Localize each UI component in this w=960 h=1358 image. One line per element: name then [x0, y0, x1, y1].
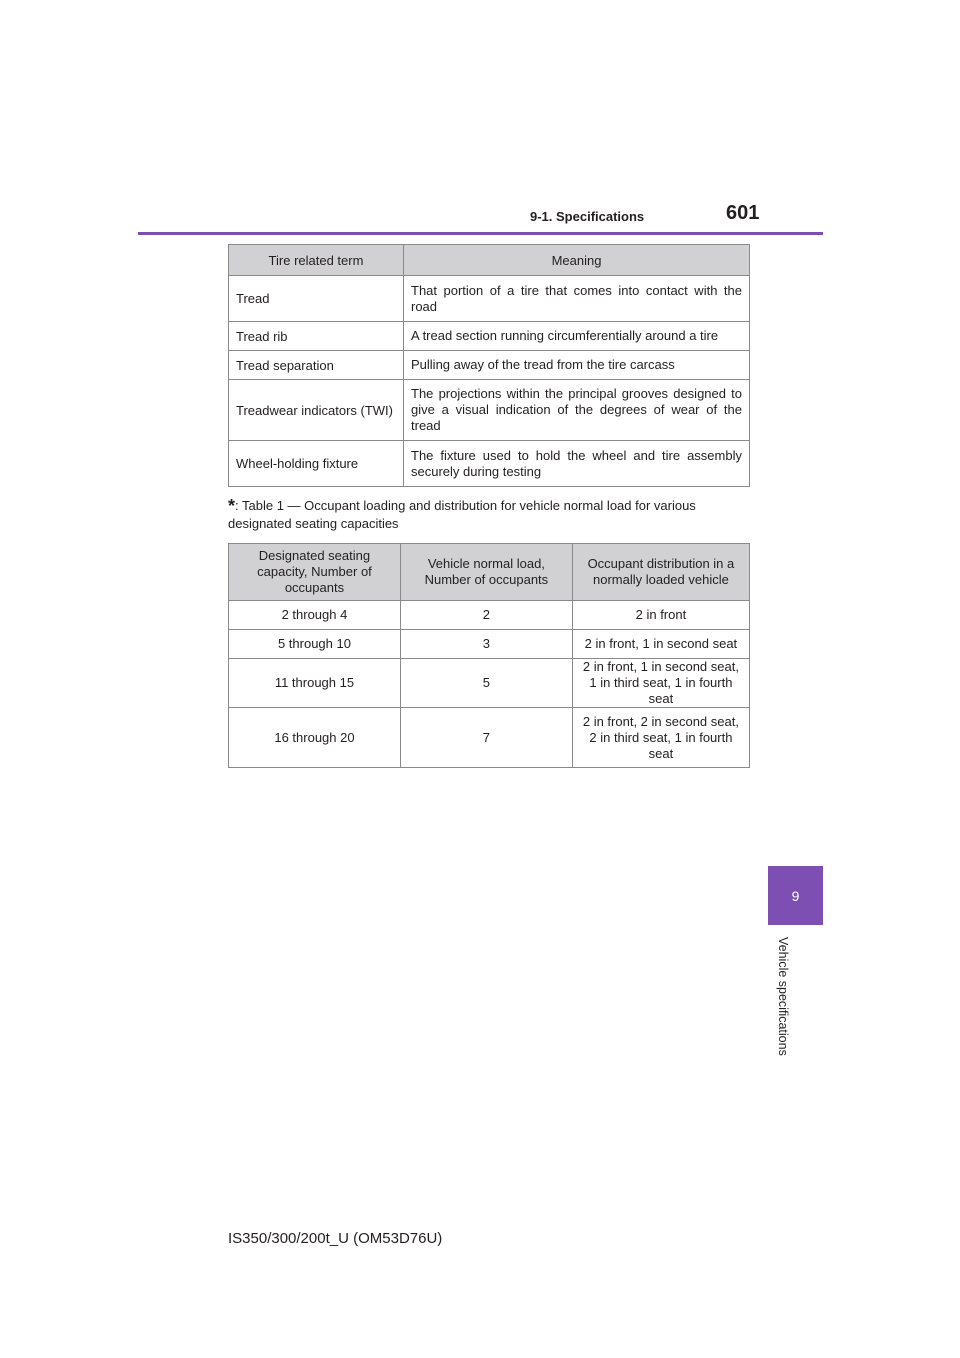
- table-row: [229, 659, 750, 708]
- term-cell: Treadwear indicators (TWI): [229, 380, 404, 441]
- term-cell: Tread separation: [229, 351, 404, 380]
- column-header-load: Vehicle normal load, Number of occupants: [400, 544, 572, 601]
- chapter-label: Vehicle specifications: [776, 937, 790, 1056]
- chapter-number: 9: [791, 887, 800, 904]
- column-header-meaning: Meaning: [404, 245, 750, 276]
- term-cell: Wheel-holding fixture: [229, 441, 404, 487]
- meaning-cell: Pulling away of the tread from the tire carcass: [404, 351, 750, 380]
- meaning-cell: The fixture used to hold the wheel and tire assembly securely during testing: [404, 441, 750, 487]
- load-cell: 7: [400, 708, 572, 768]
- meaning-cell: A tread section running circumferentially around a tire: [404, 322, 750, 351]
- column-header-term: Tire related term: [229, 245, 404, 276]
- capacity-cell: 11 through 15: [229, 659, 401, 708]
- tire-terms-table: [228, 244, 750, 487]
- header-rule: [138, 232, 823, 235]
- distribution-cell: 2 in front: [572, 601, 749, 630]
- load-cell: 2: [400, 601, 572, 630]
- meaning-cell: That portion of a tire that comes into contact with the road: [404, 276, 750, 322]
- distribution-cell: 2 in front, 1 in second seat: [572, 630, 749, 659]
- column-header-distribution: Occupant distribution in a normally loaded vehicle: [572, 544, 749, 601]
- table-row: [229, 276, 750, 322]
- load-cell: 5: [400, 659, 572, 708]
- table-row: [229, 708, 750, 768]
- distribution-cell: 2 in front, 1 in second seat, 1 in third seat, 1 in fourth seat: [572, 659, 749, 708]
- table-header-row: [229, 245, 750, 276]
- occupant-loading-table: [228, 543, 750, 768]
- table-row: [229, 322, 750, 351]
- table-row: [229, 630, 750, 659]
- footnote-text: : Table 1 — Occupant loading and distribution for vehicle normal load for various designated seating capacities: [228, 498, 696, 531]
- chapter-tab: [768, 866, 823, 925]
- section-title: 9-1. Specifications: [530, 209, 645, 224]
- column-header-capacity: Designated seating capacity, Number of occupants: [229, 544, 401, 601]
- term-cell: Tread: [229, 276, 404, 322]
- capacity-cell: 5 through 10: [229, 630, 401, 659]
- meaning-cell: The projections within the principal grooves designed to give a visual indication of the degrees of wear of the tread: [404, 380, 750, 441]
- table-row: [229, 601, 750, 630]
- page-number: 601: [726, 202, 760, 224]
- table-row: [229, 351, 750, 380]
- model-footer: IS350/300/200t_U (OM53D76U): [228, 1230, 443, 1247]
- table-row: [229, 380, 750, 441]
- table-footnote: [228, 497, 753, 533]
- term-cell: Tread rib: [229, 322, 404, 351]
- distribution-cell: 2 in front, 2 in second seat, 2 in third seat, 1 in fourth seat: [572, 708, 749, 768]
- table-header-row: [229, 544, 750, 601]
- capacity-cell: 2 through 4: [229, 601, 401, 630]
- table-row: [229, 441, 750, 487]
- load-cell: 3: [400, 630, 572, 659]
- capacity-cell: 16 through 20: [229, 708, 401, 768]
- footnote-marker: *: [228, 496, 236, 516]
